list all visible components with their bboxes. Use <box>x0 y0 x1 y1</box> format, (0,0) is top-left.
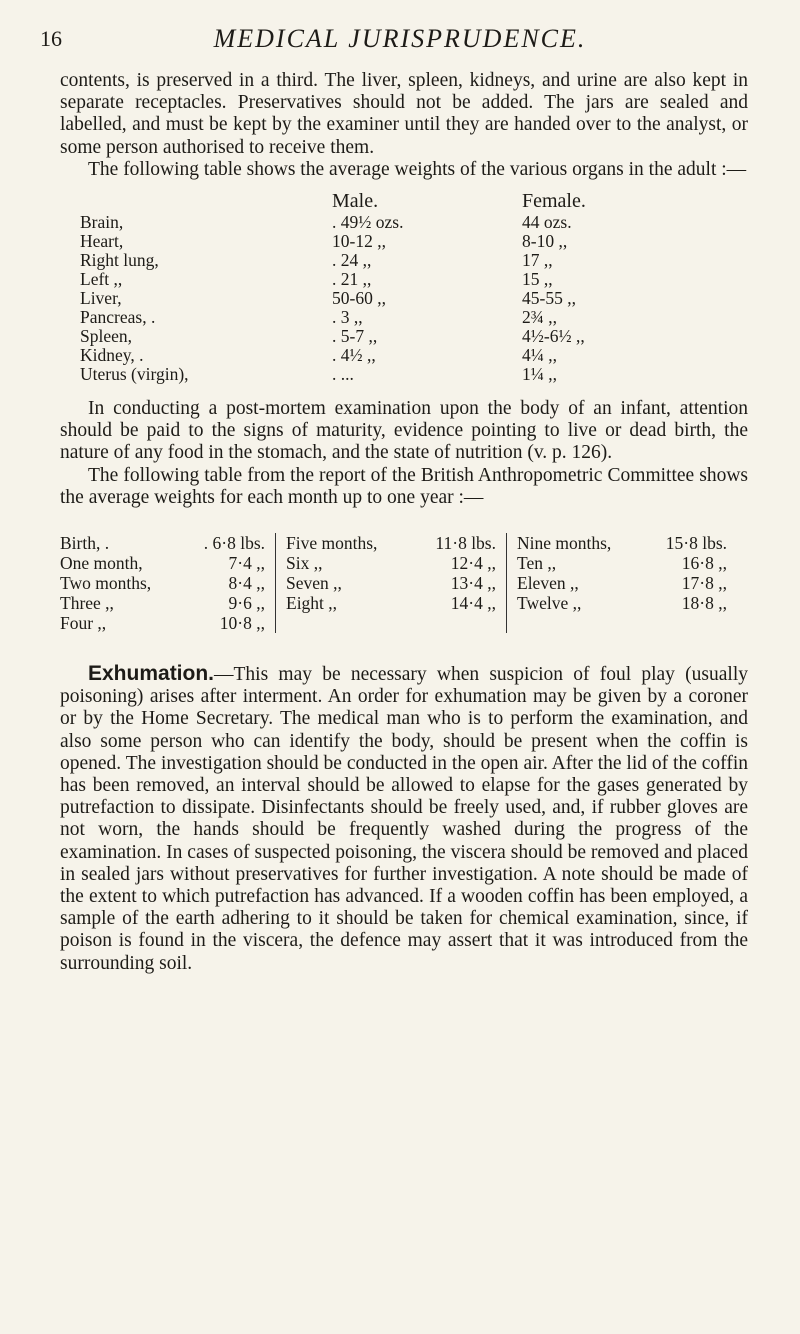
month-weight: 14·4 ,, <box>450 593 496 614</box>
male-weight: . ... <box>332 364 354 385</box>
organ-name: Kidney, . <box>80 345 144 366</box>
female-weight: 15 ,, <box>522 269 553 290</box>
male-weight: 10-12 ,, <box>332 231 386 252</box>
month-weight: 10·8 ,, <box>219 613 265 634</box>
month-label: Eight ,, <box>286 593 338 614</box>
month-label: Twelve ,, <box>517 593 582 614</box>
organ-row <box>80 232 672 251</box>
organ-row <box>80 213 672 232</box>
running-title: MEDICAL JURISPRUDENCE. <box>213 24 587 53</box>
female-weight: 2¾ ,, <box>522 307 557 328</box>
female-weight: 44 ozs. <box>522 212 572 233</box>
organ-row <box>80 251 672 270</box>
month-weight: 13·4 ,, <box>450 573 496 594</box>
month-row <box>60 573 265 593</box>
month-label: Three ,, <box>60 593 114 614</box>
months-column-3 <box>506 533 737 633</box>
month-label: Birth, . <box>60 533 110 554</box>
month-row <box>286 553 496 573</box>
month-weight: 15·8 lbs. <box>665 533 727 554</box>
paragraph-exhumation <box>60 663 748 975</box>
organ-row <box>80 270 672 289</box>
male-weight: . 3 ,, <box>332 307 363 328</box>
male-weight: . 49½ ozs. <box>332 212 404 233</box>
male-weight: . 5-7 ,, <box>332 326 378 347</box>
organ-name: Left ,, <box>80 269 123 290</box>
page-body <box>60 70 748 975</box>
month-label: One month, <box>60 553 143 574</box>
month-row <box>286 533 496 553</box>
month-label: Nine months, <box>517 533 612 554</box>
organ-name: Spleen, <box>80 326 133 347</box>
male-header: Male. <box>332 190 379 213</box>
organ-name: Heart, <box>80 231 124 252</box>
organ-name: Pancreas, . <box>80 307 156 328</box>
month-weight: 8·4 ,, <box>228 573 265 594</box>
organ-row <box>80 346 672 365</box>
month-row <box>60 593 265 613</box>
month-weight: 18·8 ,, <box>681 593 727 614</box>
page-header <box>0 20 800 60</box>
organ-weights-table <box>80 189 672 384</box>
female-weight: 45-55 ,, <box>522 288 576 309</box>
female-weight: 8-10 ,, <box>522 231 568 252</box>
month-label: Two months, <box>60 573 152 594</box>
month-weight: . 6·8 lbs. <box>203 533 265 554</box>
month-weight: 16·8 ,, <box>681 553 727 574</box>
organ-name: Uterus (virgin), <box>80 364 189 385</box>
month-label: Eleven ,, <box>517 573 579 594</box>
male-weight: . 4½ ,, <box>332 345 376 366</box>
months-column-2 <box>275 533 506 633</box>
paragraph-contents: contents, is preserved in a third. The liver, spleen, kidneys, and urine are also kept in separate receptacles. Preservatives should not be added. The jars are sealed and labelled, and must be kept by the examiner until they are handed over to the analyst, or some person authorised to receive them. <box>60 70 748 158</box>
month-row <box>60 553 265 573</box>
organ-row <box>80 365 672 384</box>
month-label: Four ,, <box>60 613 107 634</box>
month-row <box>286 593 496 613</box>
female-weight: 4¼ ,, <box>522 345 557 366</box>
month-weight: 11·8 lbs. <box>435 533 496 554</box>
organ-name: Right lung, <box>80 250 159 271</box>
female-weight: 17 ,, <box>522 250 553 271</box>
month-weight: 7·4 ,, <box>228 553 265 574</box>
organ-row <box>80 327 672 346</box>
female-weight: 4½-6½ ,, <box>522 326 585 347</box>
month-row <box>60 613 265 633</box>
month-row <box>517 573 727 593</box>
months-column-1 <box>60 533 275 633</box>
monthly-weights-table <box>60 533 748 633</box>
paragraph-infant: In conducting a post-mortem examination upon the body of an infant, attention should be paid to the signs of maturity, evidence pointing to live or dead birth, the nature of any food in the stomach, and the state of nutrition (v. p. 126). <box>60 398 748 464</box>
month-label: Five months, <box>286 533 378 554</box>
paragraph-month-intro: The following table from the report of the British Anthropometric Committee shows the average weights for each month up to one year :— <box>60 464 748 508</box>
month-row <box>60 533 265 553</box>
month-weight: 9·6 ,, <box>228 593 265 614</box>
month-row <box>517 593 727 613</box>
organ-row <box>80 308 672 327</box>
organ-name: Brain, <box>80 212 124 233</box>
month-row <box>517 533 727 553</box>
female-weight: 1¼ ,, <box>522 364 557 385</box>
month-weight: 17·8 ,, <box>681 573 727 594</box>
female-header: Female. <box>522 190 586 213</box>
month-label: Seven ,, <box>286 573 342 594</box>
month-label: Ten ,, <box>517 553 557 574</box>
month-weight: 12·4 ,, <box>450 553 496 574</box>
organ-name: Liver, <box>80 288 122 309</box>
male-weight: 50-60 ,, <box>332 288 386 309</box>
male-weight: . 21 ,, <box>332 269 372 290</box>
organ-table-header <box>80 189 672 213</box>
paragraph-organ-intro: The following table shows the average weights of the various organs in the adult :— <box>88 158 747 180</box>
organ-row <box>80 289 672 308</box>
month-row <box>517 553 727 573</box>
exhumation-text: —This may be necessary when suspicion of foul play (usually poisoning) arises after interment. An order for exhumation may be given by a coroner or by the Home Secretary. The medical man who is to perform the examination, and also some person who can identify the body, should be present when the coffin is opened. The investigation should be conducted in the open air. After the lid of the coffin has been removed, an interval should be allowed to elapse for the gases generated by putrefaction to dissipate. Disinfectants should be freely used, and, if rubber gloves are not worn, the hands should be frequently washed during the progress of the examination. In cases of suspected poisoning, the viscera should be removed and placed in sealed jars without preservatives for further investigation. A note should be made of the extent to which putrefaction has advanced. If a wooden coffin has been employed, a sample of the earth adhering to it should be taken for chemical examination, since, if poison is found in the viscera, the defence may assert that it was introduced from the surrounding soil. <box>60 664 748 974</box>
male-weight: . 24 ,, <box>332 250 372 271</box>
page-number: 16 <box>40 26 62 51</box>
month-label: Six ,, <box>286 553 323 574</box>
month-row <box>286 573 496 593</box>
exhumation-heading: Exhumation. <box>88 662 215 686</box>
